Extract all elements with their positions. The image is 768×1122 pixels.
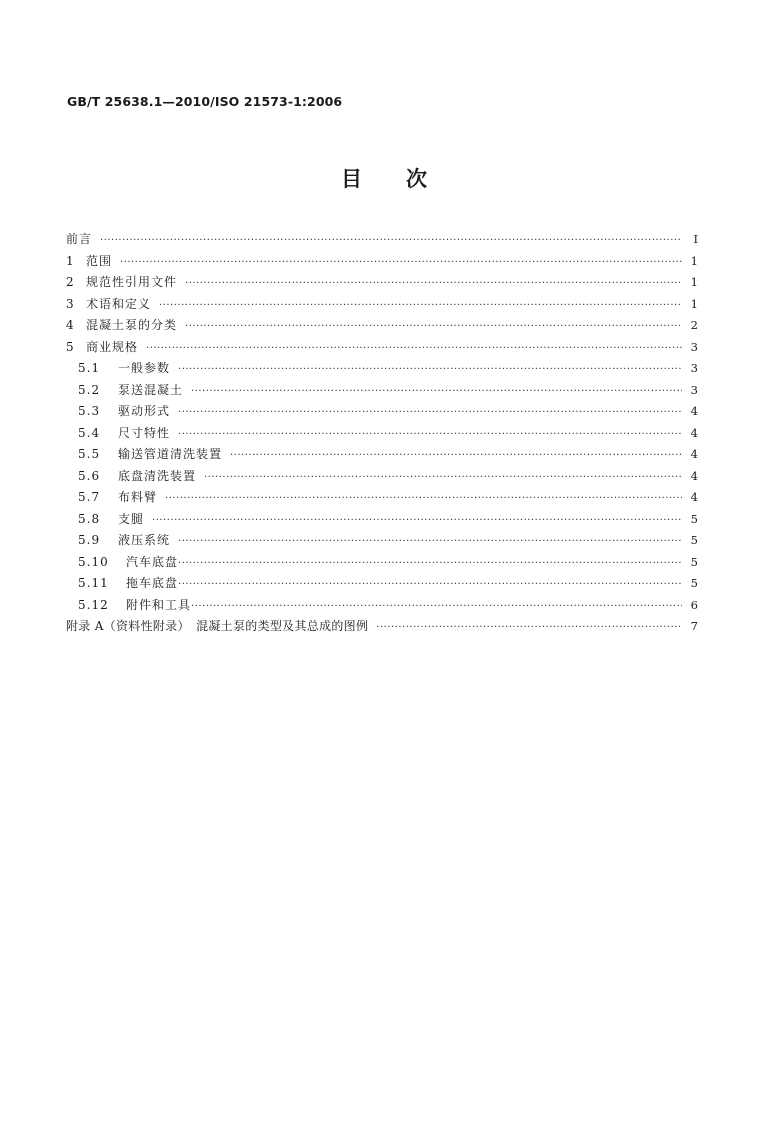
toc-entry-5-12[interactable] <box>66 595 698 617</box>
toc-label: 附件和工具 <box>126 597 192 612</box>
toc-label: 驱动形式 <box>118 404 171 418</box>
toc-entry-5[interactable] <box>66 337 698 359</box>
toc-number: 5.5 <box>78 447 101 461</box>
toc-number: 5.2 <box>78 382 101 397</box>
toc-entry-foreword[interactable] <box>66 229 698 251</box>
toc-leader <box>146 338 682 360</box>
toc-page-number: 3 <box>690 361 698 375</box>
toc-leader <box>159 295 682 317</box>
toc-entry-appendix-a[interactable] <box>66 616 698 638</box>
toc-label: 商业规格 <box>86 339 139 354</box>
toc-leader <box>178 531 682 553</box>
toc-label: 一般参数 <box>118 361 171 375</box>
toc-number: 2 <box>66 275 75 289</box>
toc-leader <box>376 617 682 639</box>
toc-entry-5-1[interactable] <box>66 358 698 380</box>
toc-entry-5-2[interactable] <box>66 380 698 402</box>
toc-entry-5-6[interactable] <box>66 466 698 488</box>
toc-title <box>0 163 768 193</box>
toc-leader <box>230 445 682 467</box>
toc-label: 液压系统 <box>118 533 171 547</box>
toc-page-number: 3 <box>690 339 698 354</box>
toc-number: 3 <box>66 296 75 311</box>
toc-entry-1[interactable] <box>66 251 698 273</box>
toc-page-number: 1 <box>690 275 698 289</box>
toc-leader <box>165 488 682 510</box>
toc-number: 5 <box>66 339 75 354</box>
toc-leader <box>191 596 682 618</box>
toc-leader <box>152 510 682 532</box>
toc-page-number: 1 <box>690 296 698 311</box>
toc-leader <box>178 553 682 575</box>
toc-page-number: 5 <box>690 511 698 526</box>
toc-page-number: 5 <box>690 576 698 590</box>
toc-number: 5.9 <box>78 533 101 547</box>
toc-title-char-2: 次 <box>406 167 427 191</box>
toc-label: 术语和定义 <box>86 296 152 311</box>
toc-entry-5-11[interactable] <box>66 573 698 595</box>
toc-label: 底盘清洗装置 <box>118 468 197 483</box>
toc-entry-4[interactable] <box>66 315 698 337</box>
table-of-contents <box>66 229 698 638</box>
toc-page-number: 4 <box>690 490 698 504</box>
toc-leader <box>178 402 682 424</box>
toc-page-number: 2 <box>690 318 698 332</box>
toc-page-number: 6 <box>690 597 698 612</box>
toc-entry-5-5[interactable] <box>66 444 698 466</box>
toc-page-number: 4 <box>690 425 698 440</box>
toc-page-number: 5 <box>690 533 698 547</box>
standard-number-header: GB/T 25638.1—2010/ISO 21573-1:2006 <box>67 94 343 109</box>
toc-leader <box>185 273 682 295</box>
toc-number: 5.12 <box>78 597 109 612</box>
toc-label: 汽车底盘 <box>126 554 179 569</box>
toc-label: 支腿 <box>118 511 145 526</box>
toc-entry-3[interactable] <box>66 294 698 316</box>
toc-label: 尺寸特性 <box>118 425 171 440</box>
toc-label: 规范性引用文件 <box>86 275 178 289</box>
toc-entry-5-3[interactable] <box>66 401 698 423</box>
toc-page-number: 4 <box>690 404 698 418</box>
toc-number: 4 <box>66 318 75 332</box>
toc-number: 5.11 <box>78 576 109 590</box>
toc-leader <box>191 381 682 403</box>
toc-page-number: 5 <box>690 554 698 569</box>
toc-label: 前言 <box>66 232 93 246</box>
toc-label: 附录 A（资料性附录） 混凝土泵的类型及其总成的图例 <box>66 619 369 633</box>
toc-label: 范围 <box>86 253 113 268</box>
toc-leader <box>120 252 682 274</box>
toc-number: 5.4 <box>78 425 101 440</box>
toc-entry-5-7[interactable] <box>66 487 698 509</box>
toc-leader <box>204 467 682 489</box>
toc-page-number: 4 <box>690 468 698 483</box>
toc-page-number: 3 <box>690 382 698 397</box>
toc-entry-5-9[interactable] <box>66 530 698 552</box>
toc-number: 5.8 <box>78 511 101 526</box>
toc-entry-5-4[interactable] <box>66 423 698 445</box>
toc-label: 泵送混凝土 <box>118 382 184 397</box>
toc-number: 5.10 <box>78 554 109 569</box>
toc-page-number: 1 <box>690 253 698 268</box>
toc-number: 5.1 <box>78 361 101 375</box>
toc-leader <box>178 424 682 446</box>
toc-page-number: 7 <box>690 619 698 633</box>
toc-leader <box>100 230 682 252</box>
toc-title-char-1: 目 <box>341 167 362 191</box>
toc-label: 拖车底盘 <box>126 576 179 590</box>
toc-number: 1 <box>66 253 75 268</box>
toc-label: 输送管道清洗装置 <box>118 447 223 461</box>
toc-number: 5.6 <box>78 468 101 483</box>
toc-number: 5.3 <box>78 404 101 418</box>
toc-entry-2[interactable] <box>66 272 698 294</box>
toc-page-number: Ⅰ <box>693 232 698 246</box>
toc-number: 5.7 <box>78 490 101 504</box>
toc-label: 布料臂 <box>118 490 158 504</box>
toc-page-number: 4 <box>690 447 698 461</box>
toc-leader <box>185 316 682 338</box>
toc-entry-5-8[interactable] <box>66 509 698 531</box>
toc-leader <box>178 574 682 596</box>
toc-entry-5-10[interactable] <box>66 552 698 574</box>
toc-leader <box>178 359 682 381</box>
toc-label: 混凝土泵的分类 <box>86 318 178 332</box>
